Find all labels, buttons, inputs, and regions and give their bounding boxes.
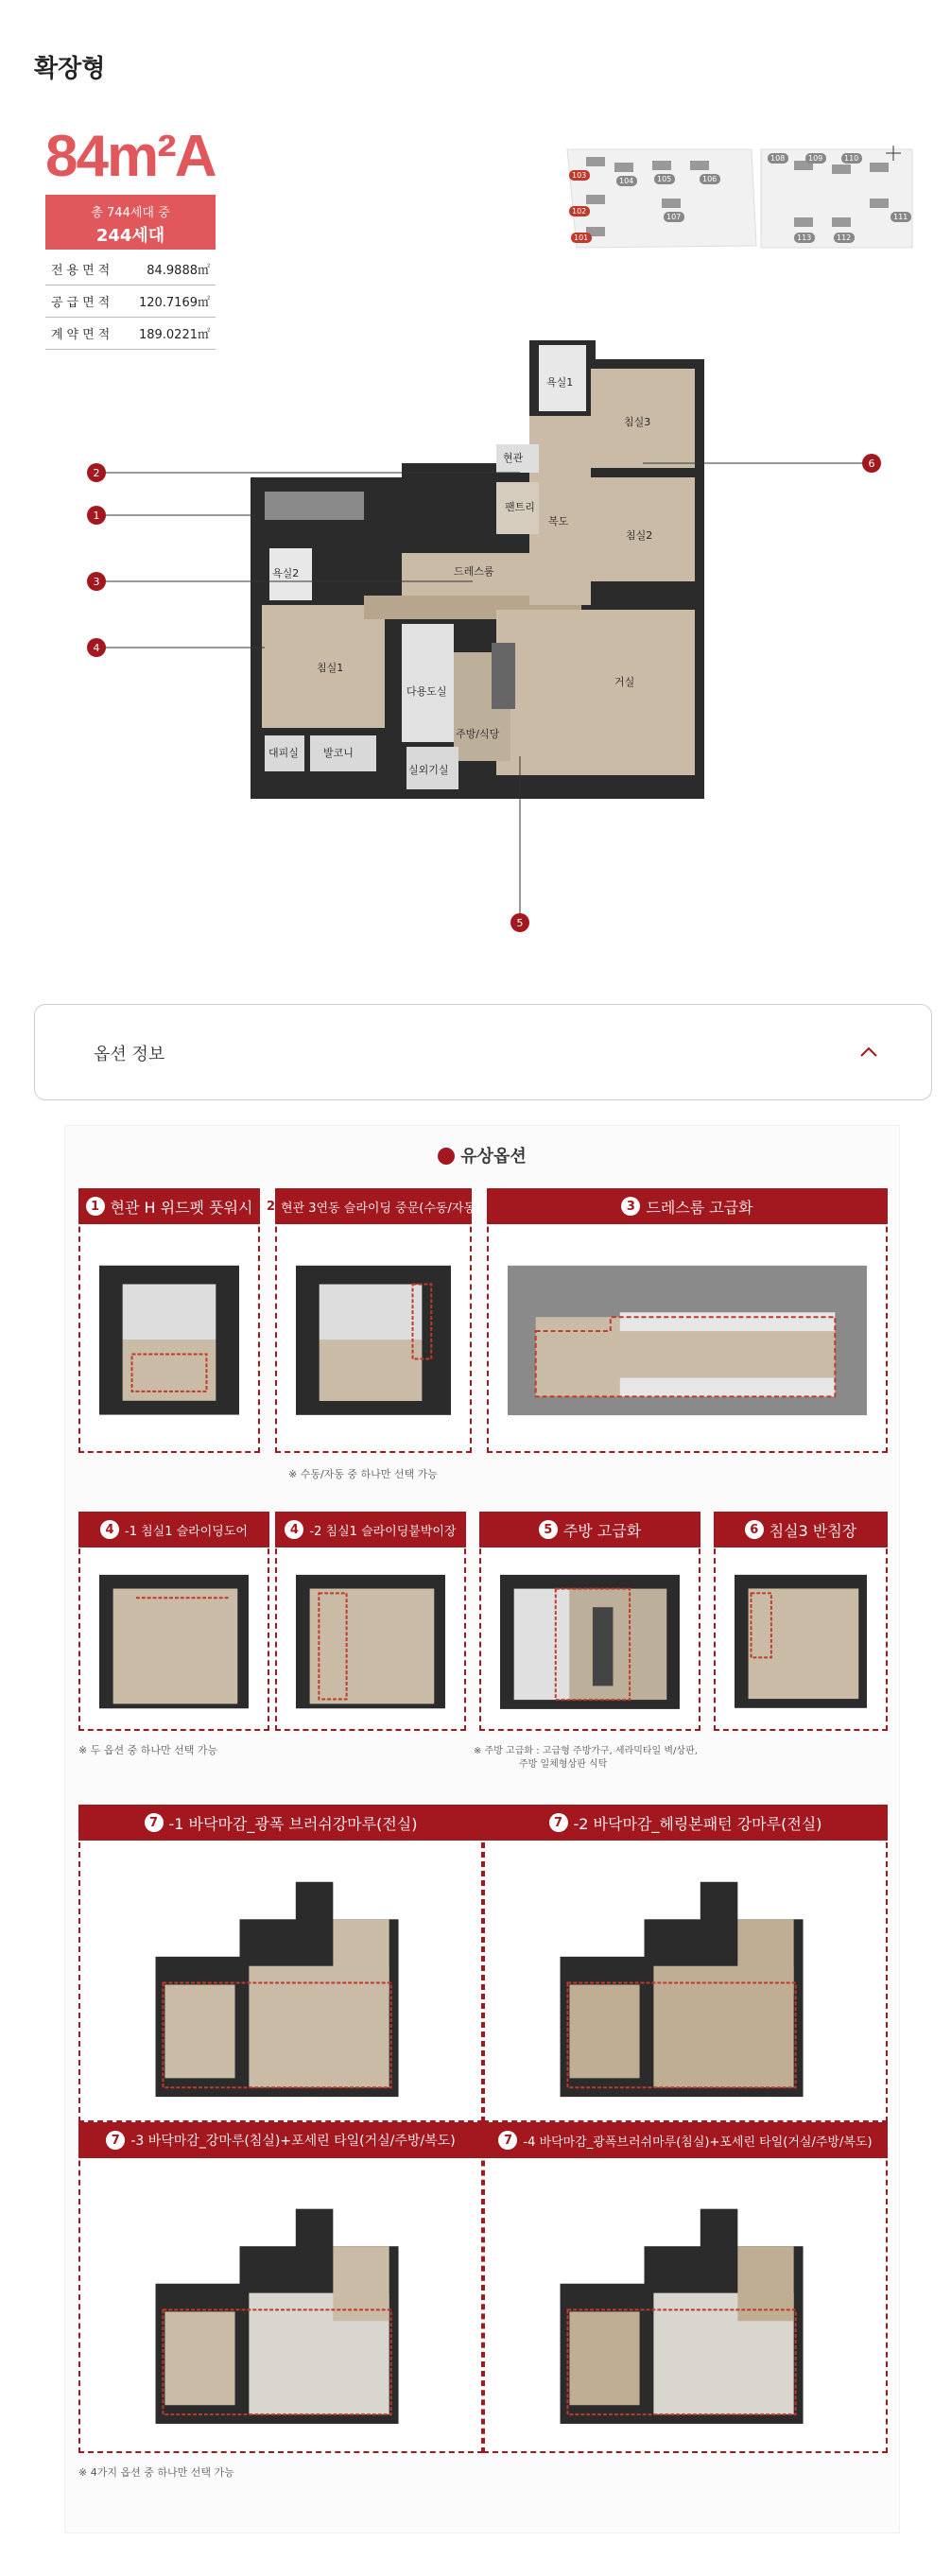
option-header bbox=[78, 1805, 483, 1841]
room-corridor: 복도 bbox=[548, 515, 569, 527]
option-label: -2 침실1 슬라이딩붙박이장 bbox=[309, 1524, 457, 1539]
area-value: 84.9888㎡ bbox=[147, 264, 210, 278]
room-bath2: 욕실2 bbox=[272, 567, 300, 579]
option-card-1[interactable] bbox=[78, 1188, 260, 1453]
option-header bbox=[483, 1805, 888, 1841]
options-accordion[interactable] bbox=[34, 1004, 932, 1100]
room-pantry: 팬트리 bbox=[505, 501, 535, 513]
room-kitchen: 주방/식당 bbox=[456, 728, 500, 740]
bld-102: 102 bbox=[572, 207, 587, 216]
option-image bbox=[735, 1570, 867, 1708]
room-bed2: 침실2 bbox=[626, 529, 653, 542]
bld-103: 103 bbox=[572, 171, 587, 180]
option-header bbox=[78, 1188, 260, 1224]
area-label: 계약면적 bbox=[51, 328, 114, 342]
option-label: 드레스룸 고급화 bbox=[646, 1198, 753, 1217]
marker-5: 5 bbox=[516, 917, 524, 929]
bld-111: 111 bbox=[893, 213, 908, 221]
option-card-7-4[interactable] bbox=[483, 2122, 888, 2453]
option-num: 2 bbox=[267, 1197, 275, 1216]
room-bath1: 욕실1 bbox=[546, 376, 574, 389]
option-num: 3 bbox=[621, 1197, 640, 1216]
row2-note-right-1: ※ 주방 고급화 : 고급형 주방가구, 세라믹타일 벽/상판, bbox=[474, 1746, 698, 1756]
floor-finish-image bbox=[523, 1863, 848, 2102]
option-label: -1 바닥마감_광폭 브러쉬강마루(전실) bbox=[168, 1814, 418, 1833]
paid-options-label: 유상옵션 bbox=[460, 1147, 527, 1167]
bld-106: 106 bbox=[702, 175, 718, 183]
option-card-7-1[interactable] bbox=[78, 1805, 483, 2122]
option-image bbox=[508, 1247, 867, 1425]
option-num: 6 bbox=[745, 1520, 764, 1539]
floor-finish-image bbox=[118, 1863, 443, 2102]
floor-plan bbox=[76, 340, 908, 945]
room-balcony: 발코니 bbox=[323, 747, 354, 759]
options-panel bbox=[64, 1125, 900, 2533]
option-card-2[interactable] bbox=[266, 1188, 481, 1453]
option-image bbox=[99, 1570, 249, 1708]
marker-2: 2 bbox=[93, 467, 100, 479]
option-header bbox=[714, 1512, 888, 1547]
option-card-7-3[interactable] bbox=[78, 2122, 483, 2453]
option-image bbox=[500, 1570, 680, 1709]
bld-110: 110 bbox=[844, 154, 859, 163]
option-header bbox=[483, 2122, 888, 2158]
option-header bbox=[78, 2122, 483, 2158]
room-utility: 다용도실 bbox=[406, 685, 447, 698]
option-card-6[interactable] bbox=[714, 1512, 888, 1731]
option-label: -2 바닥마감_헤링본패턴 강마루(전실) bbox=[573, 1814, 822, 1833]
option-label: -3 바닥마감_강마루(침실)+포세린 타일(거실/주방/복도) bbox=[130, 2134, 456, 2149]
room-aircon: 대피실 bbox=[268, 747, 299, 759]
marker-4: 4 bbox=[93, 642, 100, 654]
option-header bbox=[78, 1512, 269, 1547]
option-header bbox=[275, 1512, 466, 1547]
room-entry: 현관 bbox=[503, 452, 524, 464]
bld-107: 107 bbox=[666, 213, 682, 221]
option-card-3[interactable] bbox=[487, 1188, 888, 1453]
area-label: 전용면적 bbox=[51, 264, 114, 278]
units-main: 244세대 bbox=[95, 226, 165, 246]
option-label: 침실3 반침장 bbox=[769, 1521, 857, 1540]
option-image bbox=[296, 1247, 451, 1425]
bld-113: 113 bbox=[797, 233, 812, 242]
marker-3: 3 bbox=[93, 576, 100, 588]
option-num: 7 bbox=[145, 1813, 164, 1832]
row1-note: ※ 수동/자동 중 하나만 선택 가능 bbox=[288, 1468, 438, 1480]
row3-note: ※ 4가지 옵션 중 하나만 선택 가능 bbox=[78, 2466, 234, 2479]
option-label: 현관 3연동 슬라이딩 중문(수동/자동) bbox=[281, 1201, 481, 1216]
row2-note-left: ※ 두 옵션 중 하나만 선택 가능 bbox=[78, 1744, 218, 1756]
option-image bbox=[296, 1570, 445, 1708]
area-label: 공급면적 bbox=[51, 296, 114, 310]
bld-112: 112 bbox=[837, 233, 852, 242]
bld-104: 104 bbox=[619, 177, 634, 185]
bld-108: 108 bbox=[770, 154, 786, 163]
option-card-7-2[interactable] bbox=[483, 1805, 888, 2122]
option-card-4-2[interactable] bbox=[275, 1512, 466, 1731]
accordion-title: 옵션 정보 bbox=[94, 1045, 165, 1064]
marker-1: 1 bbox=[93, 510, 100, 522]
option-image bbox=[99, 1247, 239, 1424]
area-row bbox=[45, 285, 216, 318]
unit-type-text: 84m²A bbox=[45, 124, 216, 189]
units-badge bbox=[45, 195, 216, 250]
bld-109: 109 bbox=[808, 154, 823, 163]
units-sub: 총 744세대 중 bbox=[91, 206, 170, 220]
room-living: 거실 bbox=[614, 676, 635, 688]
option-num: 4 bbox=[100, 1520, 119, 1539]
section-title: 확장형 bbox=[34, 55, 106, 83]
option-label: 주방 고급화 bbox=[562, 1521, 642, 1540]
site-plan-map bbox=[558, 142, 917, 255]
area-row bbox=[45, 253, 216, 285]
option-header bbox=[266, 1188, 481, 1224]
row2-note-right-2: 주방 일체형상판 식탁 bbox=[519, 1759, 608, 1770]
option-num: 5 bbox=[539, 1520, 558, 1539]
floor-finish-image bbox=[118, 2181, 443, 2433]
option-num: 1 bbox=[86, 1197, 105, 1216]
room-outdoor: 실외기실 bbox=[408, 764, 449, 776]
room-dressroom: 드레스룸 bbox=[454, 565, 494, 578]
option-label: -4 바닥마감_광폭브러쉬마루(침실)+포세린 타일(거실/주방/복도) bbox=[523, 2135, 873, 2150]
option-num: 7 bbox=[106, 2131, 125, 2150]
area-value: 189.0221㎡ bbox=[138, 328, 210, 342]
bld-101: 101 bbox=[574, 233, 589, 242]
chevron-up-icon[interactable] bbox=[852, 1035, 886, 1069]
option-card-4-1[interactable] bbox=[78, 1512, 269, 1731]
option-num: 7 bbox=[498, 2131, 517, 2150]
marker-6: 6 bbox=[868, 458, 875, 470]
option-num: 7 bbox=[549, 1813, 568, 1832]
area-value: 120.7169㎡ bbox=[138, 296, 210, 310]
option-label: -1 침실1 슬라이딩도어 bbox=[125, 1524, 248, 1539]
room-bed3: 침실3 bbox=[624, 416, 651, 428]
option-card-5[interactable] bbox=[479, 1512, 700, 1731]
option-label: 현관 H 위드펫 풋워시 bbox=[110, 1198, 253, 1217]
bld-105: 105 bbox=[657, 175, 672, 183]
area-table bbox=[45, 253, 216, 350]
option-header bbox=[479, 1512, 700, 1547]
unit-type-label bbox=[45, 123, 216, 190]
option-num: 4 bbox=[285, 1520, 303, 1539]
paid-options-heading bbox=[65, 1143, 899, 1167]
option-header bbox=[487, 1188, 888, 1224]
room-bed1: 침실1 bbox=[317, 662, 344, 674]
floor-finish-image bbox=[523, 2181, 848, 2433]
dot-icon bbox=[438, 1148, 455, 1165]
